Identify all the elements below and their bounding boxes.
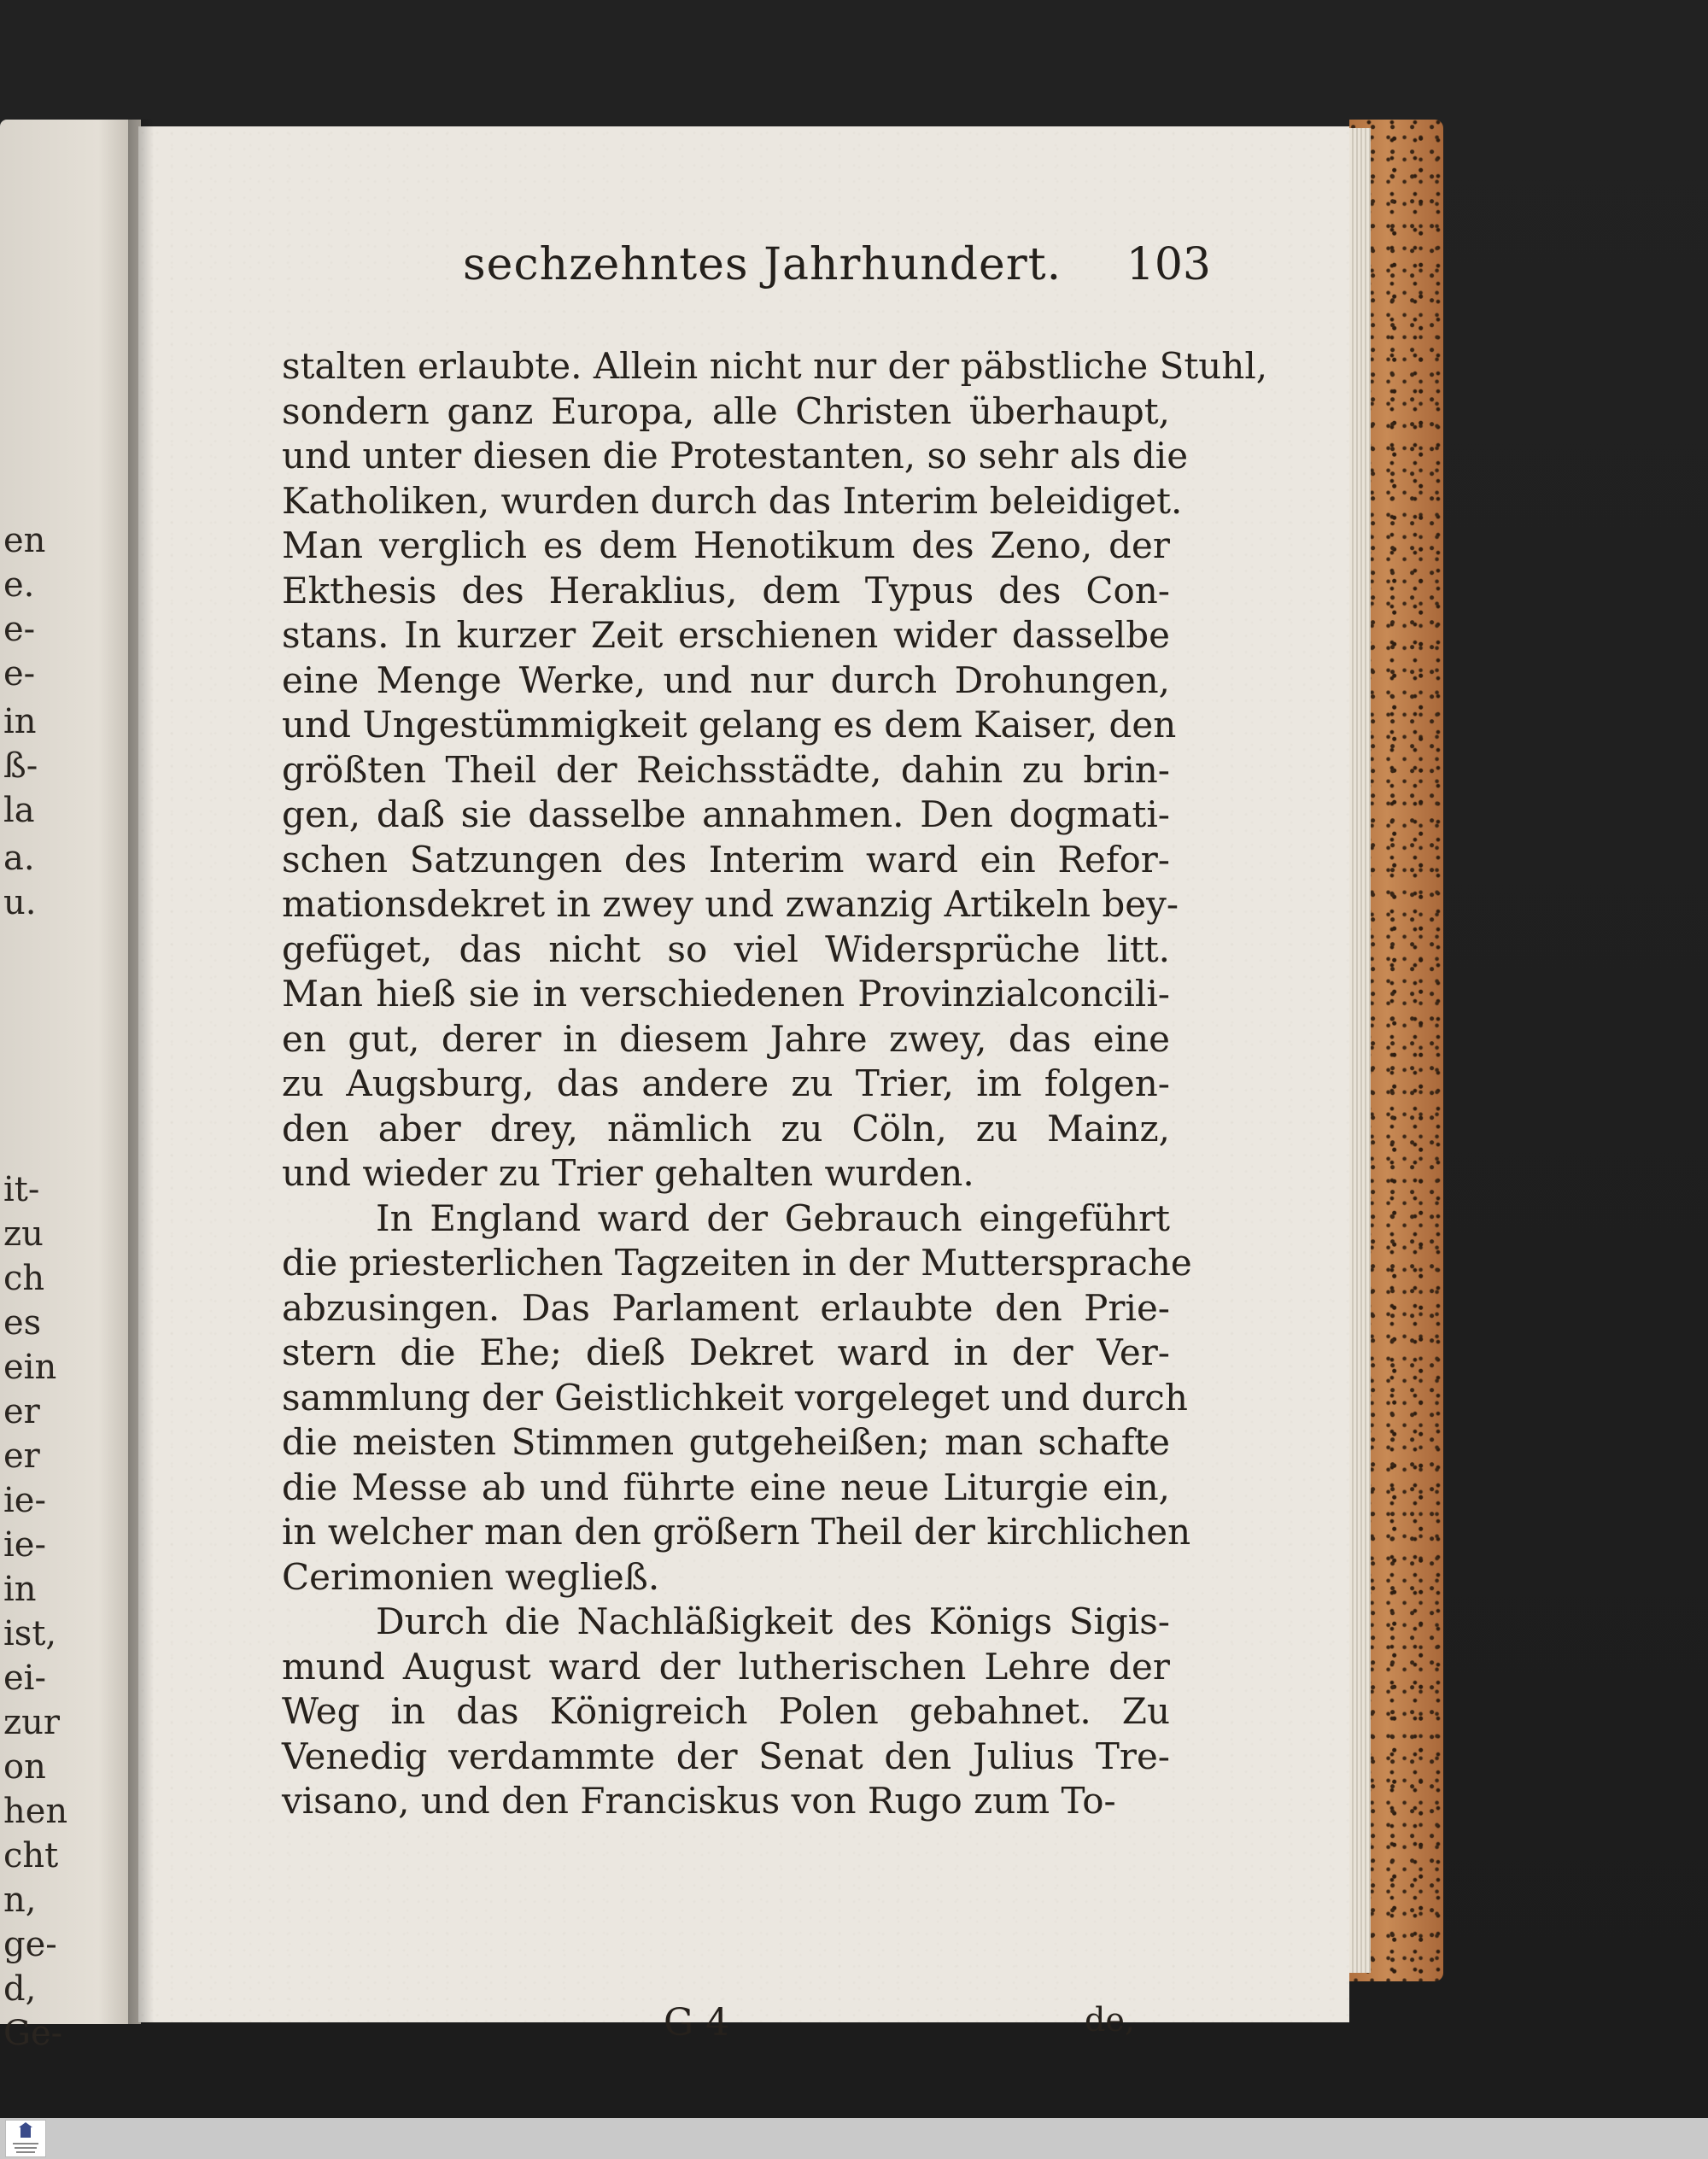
left-page-fragment: zu (3, 1214, 44, 1254)
text-line: In England ward der Gebrauch eingeführt (376, 1197, 1170, 1239)
left-page-fragment: e. (3, 565, 35, 605)
left-page-fragment: a. (3, 839, 35, 878)
running-head: sechzehntes Jahrhundert. (463, 239, 1062, 290)
left-page-fragment: ist, (3, 1614, 57, 1653)
left-page-fragment: on (3, 1747, 46, 1787)
text-line: die meisten Stimmen gutgeheißen; man schafte (282, 1421, 1170, 1463)
left-facing-page (0, 120, 141, 2053)
text-line: stalten erlaubte. Allein nicht nur der päbstliche Stuhl, (282, 345, 1268, 387)
text-line: und Ungestümmigkeit gelang es dem Kaiser, den (282, 704, 1177, 746)
body-text (282, 344, 1268, 1824)
text-line: stern die Ehe; dieß Dekret ward in der Ver- (282, 1331, 1170, 1373)
left-page-fragment: ie- (3, 1481, 46, 1520)
text-line: die priesterlichen Tagzeiten in der Muttersprache (282, 1242, 1192, 1284)
left-page-fragment: ein (3, 1348, 57, 1387)
left-page-fragment: er (3, 1436, 40, 1476)
left-page-fragment: la (3, 791, 35, 830)
text-line: eine Menge Werke, und nur durch Drohungen, (282, 658, 1170, 701)
text-line: mationsdekret in zwey und zwanzig Artikeln bey- (282, 883, 1179, 925)
text-line: mund August ward der lutherischen Lehre der (282, 1645, 1170, 1688)
text-line: gen, daß sie dasselbe annahmen. Den dogmati- (282, 793, 1170, 835)
viewer-footer-bar (0, 2118, 1708, 2159)
text-line: Venedig verdammte der Senat den Julius Tre- (282, 1735, 1170, 1777)
text-line: sondern ganz Europa, alle Christen überhaupt, (282, 389, 1170, 432)
text-line: Ekthesis des Heraklius, dem Typus des Con- (282, 569, 1170, 611)
text-line: stans. In kurzer Zeit erschienen wider dasselbe (282, 614, 1170, 656)
left-page-fragment: er (3, 1392, 40, 1431)
text-line: Durch die Nachläßigkeit des Königs Sigis- (376, 1600, 1170, 1642)
page-number: 103 (1126, 239, 1211, 290)
text-line: und wieder zu Trier gehalten wurden. (282, 1152, 974, 1194)
text-line: abzusingen. Das Parlament erlaubte den Prie- (282, 1286, 1170, 1329)
left-page-fragment: zur (3, 1703, 60, 1742)
left-page-fragment: ie- (3, 1525, 46, 1565)
text-line: Weg in das Königreich Polen gebahnet. Zu (282, 1690, 1170, 1732)
text-line: gefüget, das nicht so viel Widersprüche litt. (282, 927, 1170, 970)
text-line: die Messe ab und führte eine neue Liturgie ein, (282, 1466, 1170, 1508)
text-line: visano, und den Franciskus von Rugo zum To- (282, 1780, 1116, 1822)
text-line: en gut, derer in diesem Jahre zwey, das eine (282, 1017, 1170, 1060)
text-line: Man hieß sie in verschiedenen Provinzialconcili- (282, 973, 1170, 1015)
text-line: Katholiken, wurden durch das Interim beleidiget. (282, 479, 1183, 522)
signature-mark: G 4 (664, 2001, 730, 2045)
left-page-fragment: e- (3, 654, 36, 693)
left-page-fragment: n, (3, 1881, 37, 1920)
text-line: Man verglich es dem Henotikum des Zeno, der (282, 524, 1170, 566)
text-line: den aber drey, nämlich zu Cöln, zu Mainz, (282, 1107, 1170, 1150)
text-line: sammlung der Geistlichkeit vorgeleget und durch (282, 1376, 1188, 1419)
left-page-fragment: en (3, 521, 46, 560)
left-page-fragment: it- (3, 1170, 40, 1209)
text-line: größten Theil der Reichsstädte, dahin zu brin- (282, 748, 1170, 791)
text-line: schen Satzungen des Interim ward ein Refor- (282, 838, 1170, 881)
left-page-fragment: u. (3, 883, 37, 922)
left-page-fragment: ei- (3, 1659, 46, 1698)
text-line: Cerimonien wegließ. (282, 1555, 660, 1598)
left-page-fragment: ch (3, 1259, 45, 1298)
left-page-fragment: in (3, 702, 37, 741)
left-page-fragment: d, (3, 1969, 37, 2009)
book-page (138, 126, 1349, 2045)
left-page-fragment: Ge- (3, 2014, 63, 2053)
left-page-fragment: cht (3, 1836, 59, 1875)
left-page-fragment: ß- (3, 746, 38, 786)
text-line: und unter diesen die Protestanten, so sehr als die (282, 435, 1189, 477)
left-page-fragment: hen (3, 1792, 68, 1831)
left-page-fragment: ge- (3, 1925, 57, 1964)
left-page-fragment: in (3, 1570, 37, 1609)
text-line: in welcher man den größern Theil der kirchlichen (282, 1511, 1191, 1553)
catchword: de, (1085, 2001, 1135, 2039)
left-page-fragment: e- (3, 610, 36, 649)
text-line: zu Augsburg, das andere zu Trier, im folgen- (282, 1062, 1170, 1104)
left-page-fragment: es (3, 1303, 42, 1343)
gutter-shadow (128, 120, 154, 2024)
library-logo-icon (5, 2120, 46, 2157)
